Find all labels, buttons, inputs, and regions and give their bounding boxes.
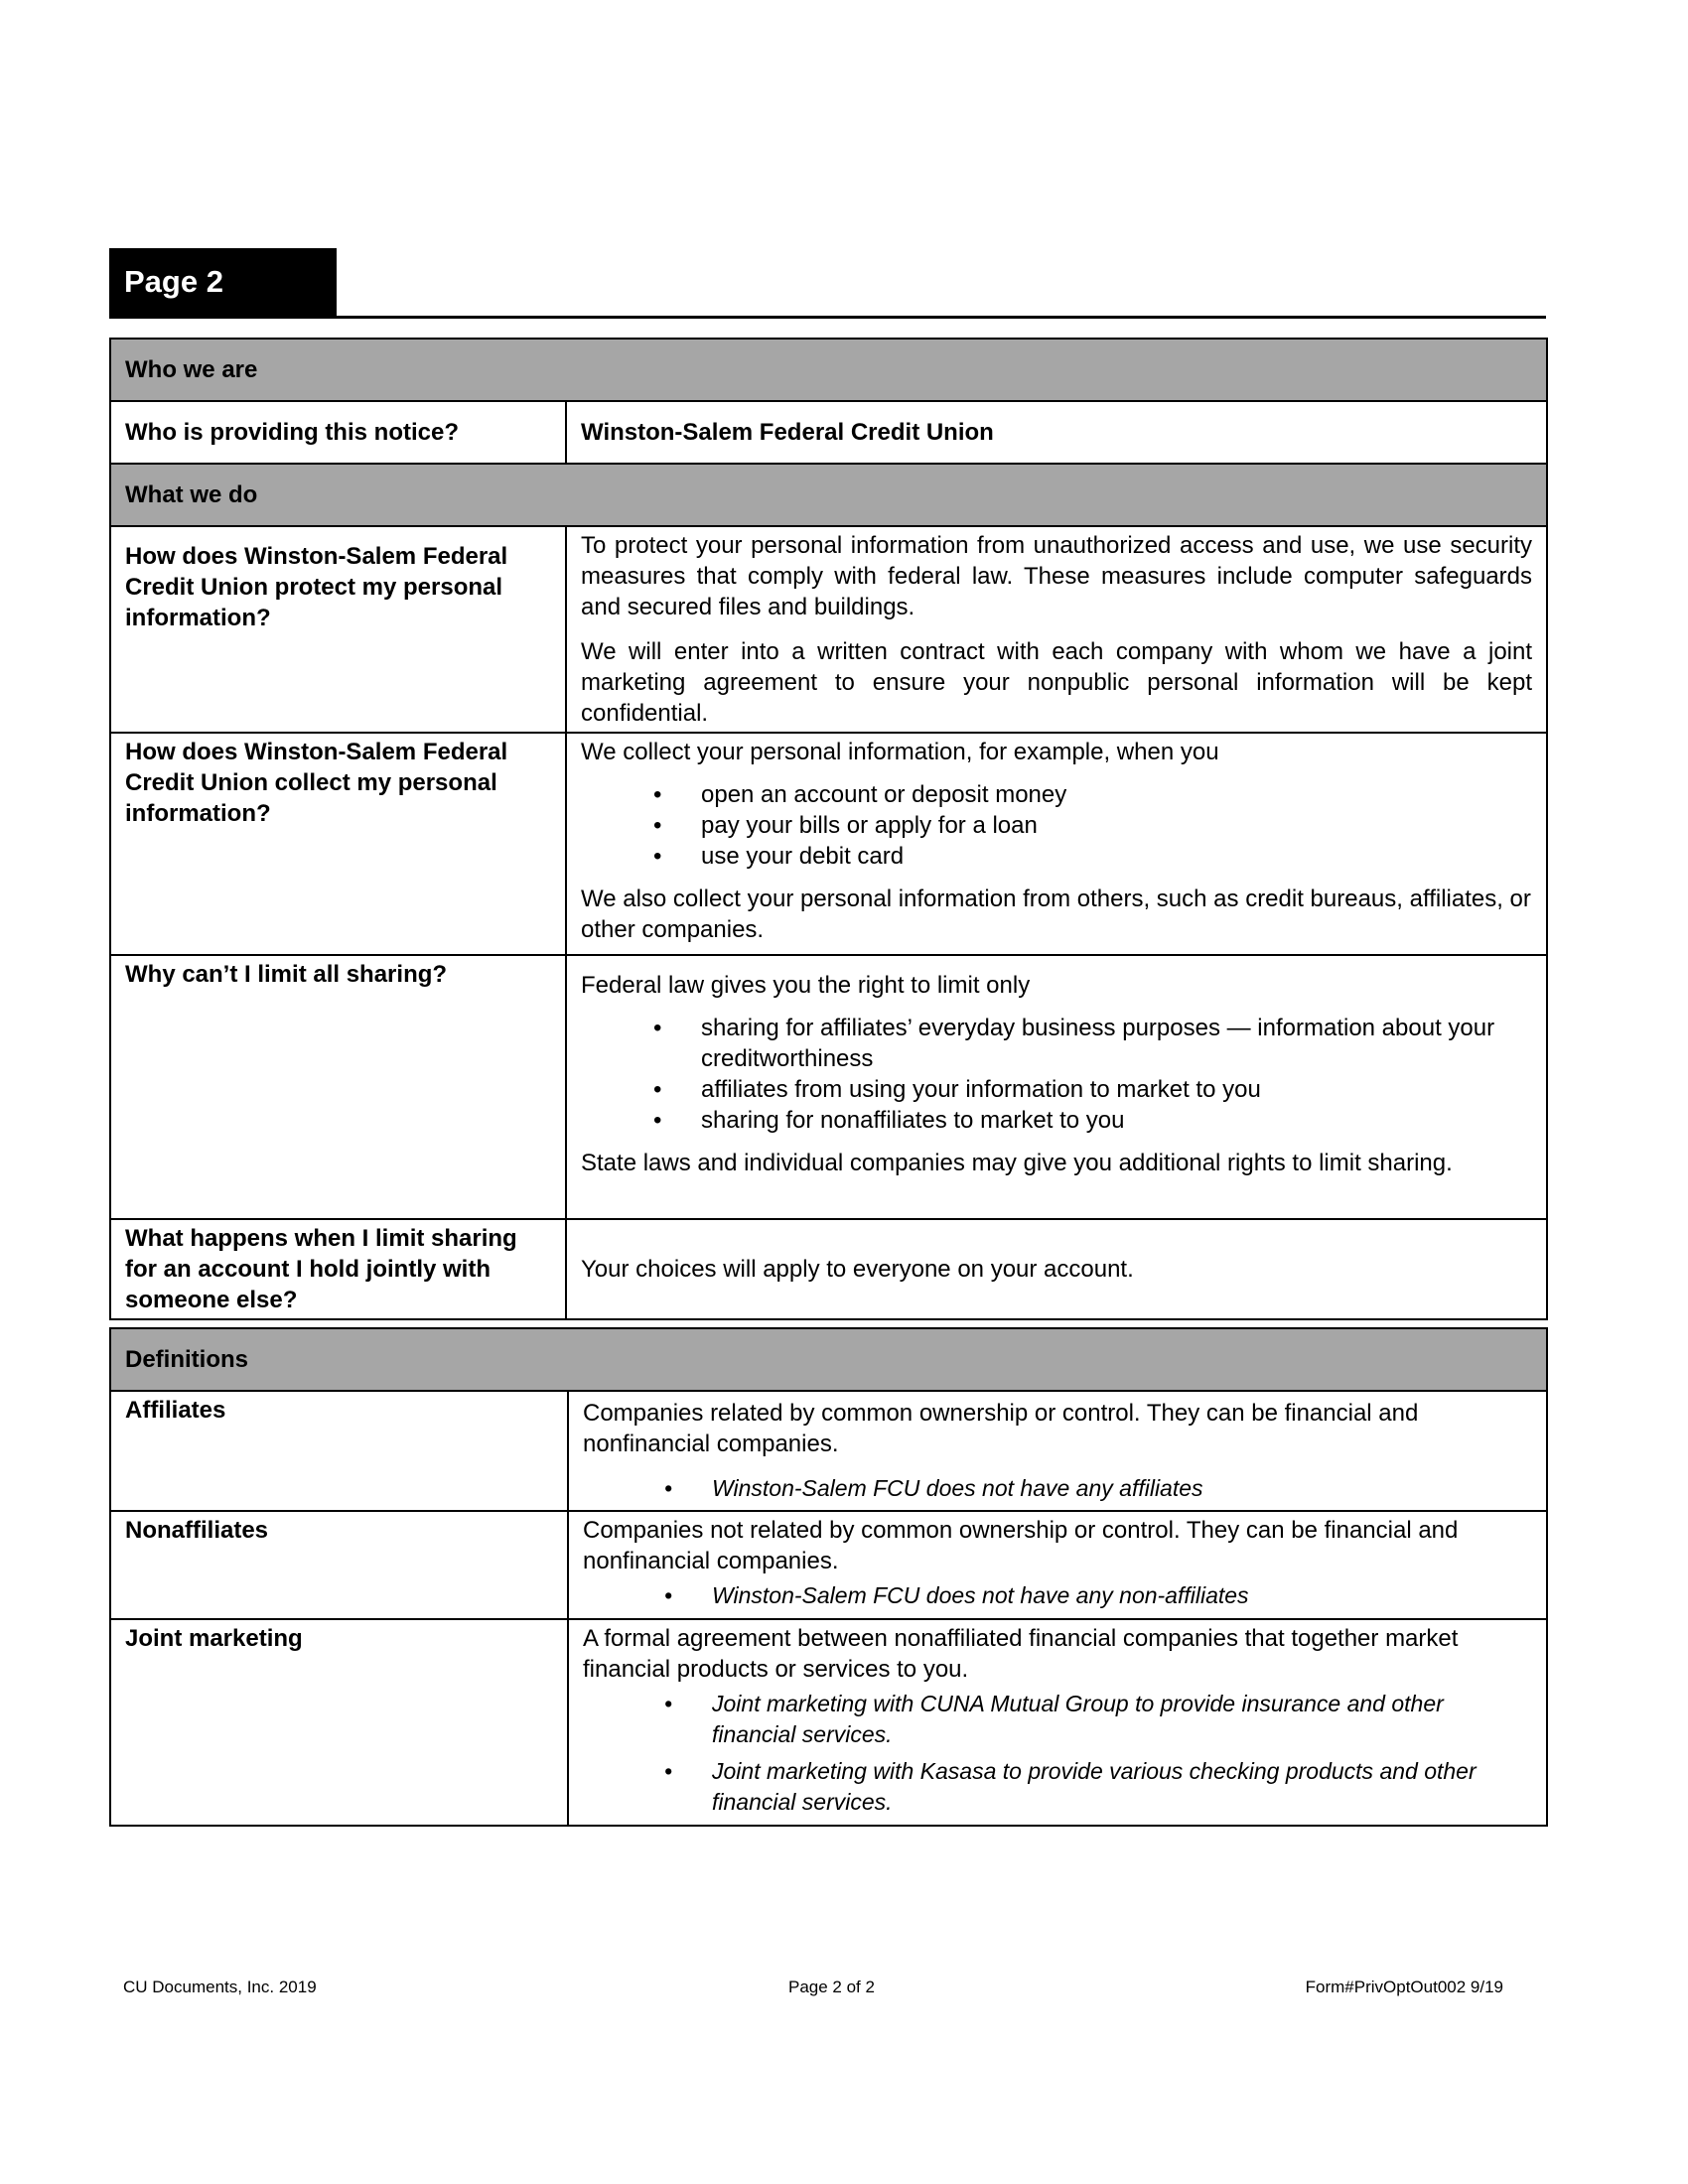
collect-answer (566, 733, 1547, 955)
affiliates-text: Companies related by common ownership or control. They can be financial and nonfinancial companies. (583, 1400, 1419, 1457)
joint-marketing-notes (583, 1689, 1532, 1818)
joint-question: What happens when I limit sharing for an account I hold jointly with someone else? (110, 1219, 566, 1319)
protect-answer (566, 526, 1547, 733)
section-definitions: Definitions (110, 1328, 1547, 1391)
table-row (110, 1511, 1547, 1619)
affiliates-definition (568, 1391, 1547, 1511)
nonaffiliates-definition (568, 1511, 1547, 1619)
section-what-we-do: What we do (110, 464, 1547, 526)
nonaffiliates-term: Nonaffiliates (110, 1511, 568, 1619)
who-we-are-table (109, 338, 1548, 1320)
collect-list (581, 779, 1532, 872)
list-item: • Winston-Salem FCU does not have any non-affiliates (712, 1580, 1532, 1611)
footer-copyright: CU Documents, Inc. 2019 (123, 1978, 317, 1996)
section-row (110, 464, 1547, 526)
section-row (110, 339, 1547, 401)
list-item: • affiliates from using your information to market to you (701, 1074, 1532, 1105)
footer-page-number: Page 2 of 2 (788, 1978, 875, 1996)
affiliates-term: Affiliates (110, 1391, 568, 1511)
page-label: Page 2 (109, 248, 337, 316)
nonaffiliates-notes (583, 1580, 1532, 1611)
table-row (110, 733, 1547, 955)
table-row (110, 1219, 1547, 1319)
table-row (110, 401, 1547, 464)
joint-marketing-definition (568, 1619, 1547, 1826)
joint-marketing-term: Joint marketing (110, 1619, 568, 1826)
protect-answer-p2: We will enter into a written contract with each company with whom we have a joint marketing agreement to ensure your nonpublic personal information will be kept confidential. (581, 638, 1533, 727)
protect-answer-p1: To protect your personal information from unauthorized access and use, we use security measures that comply with federal law. These measures include computer safeguards and secured files and buildings. (581, 532, 1533, 620)
table-row (110, 526, 1547, 733)
limit-list (581, 1013, 1532, 1136)
collect-outro: We also collect your personal information from others, such as credit bureaus, affiliates, or other companies. (581, 886, 1531, 943)
definitions-table (109, 1327, 1548, 1827)
table-row (110, 955, 1547, 1219)
list-item: • Winston-Salem FCU does not have any affiliates (712, 1473, 1532, 1504)
protect-question: How does Winston-Salem Federal Credit Union protect my personal information? (110, 526, 566, 733)
footer-form-number: Form#PrivOptOut002 9/19 (1305, 1978, 1503, 1996)
list-item: • pay your bills or apply for a loan (701, 810, 1532, 841)
joint-marketing-text: A formal agreement between nonaffiliated financial companies that together market financial products or services to you. (583, 1625, 1459, 1683)
list-item: • use your debit card (701, 841, 1532, 872)
affiliates-notes (583, 1473, 1532, 1504)
nonaffiliates-text: Companies not related by common ownership or control. They can be financial and nonfinancial companies. (583, 1517, 1459, 1574)
list-item: • open an account or deposit money (701, 779, 1532, 810)
list-item: • sharing for nonaffiliates to market to you (701, 1105, 1532, 1136)
collect-intro: We collect your personal information, for example, when you (581, 739, 1219, 765)
limit-intro: Federal law gives you the right to limit only (581, 972, 1031, 999)
table-row (110, 1391, 1547, 1511)
list-item: • Joint marketing with Kasasa to provide various checking products and other financial services. (712, 1756, 1532, 1818)
limit-question: Why can’t I limit all sharing? (110, 955, 566, 1219)
header-rule (109, 316, 1546, 319)
section-who-we-are: Who we are (110, 339, 1547, 401)
collect-question: How does Winston-Salem Federal Credit Union collect my personal information? (110, 733, 566, 955)
section-row (110, 1328, 1547, 1391)
provider-question: Who is providing this notice? (110, 401, 566, 464)
limit-outro: State laws and individual companies may give you additional rights to limit sharing. (581, 1150, 1453, 1176)
limit-answer (566, 955, 1547, 1219)
provider-answer: Winston-Salem Federal Credit Union (566, 401, 1547, 464)
list-item: • sharing for affiliates’ everyday business purposes — information about your creditworthiness (701, 1013, 1532, 1074)
table-row (110, 1619, 1547, 1826)
list-item: • Joint marketing with CUNA Mutual Group to provide insurance and other financial services. (712, 1689, 1532, 1750)
joint-answer: Your choices will apply to everyone on your account. (566, 1219, 1547, 1319)
